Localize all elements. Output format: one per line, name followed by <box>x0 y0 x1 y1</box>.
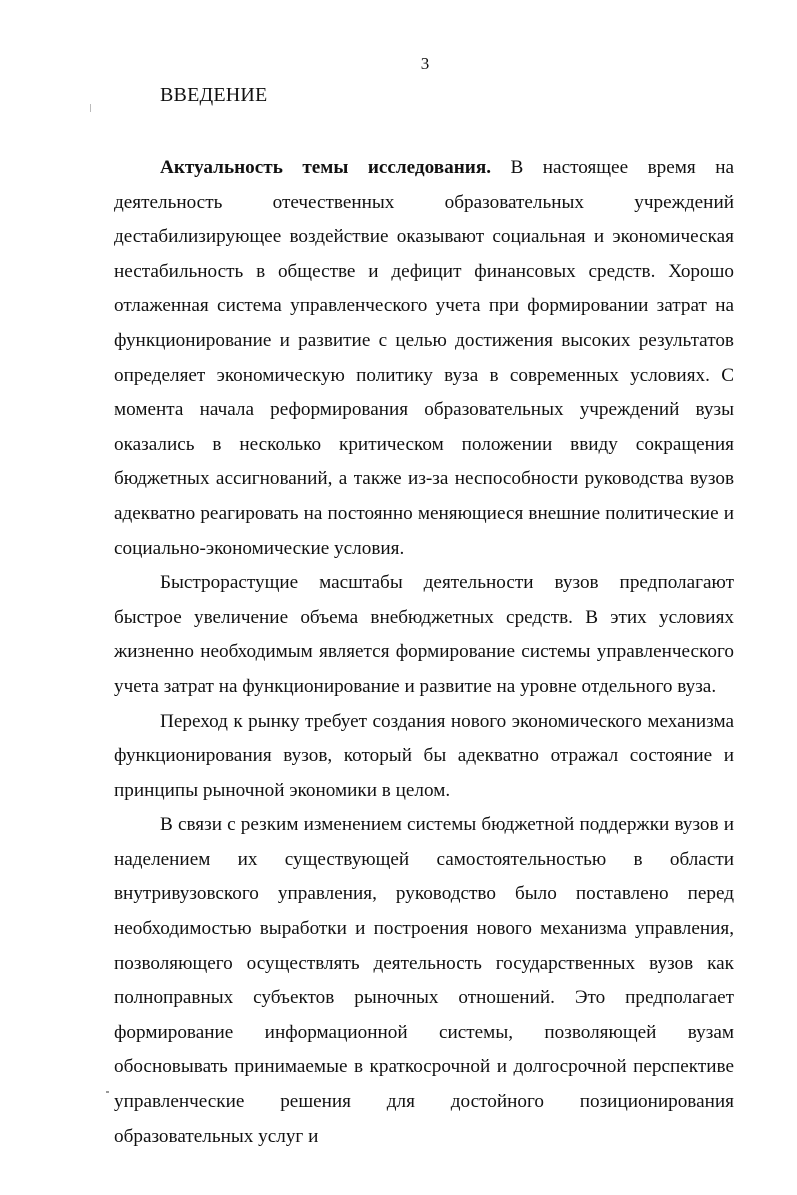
body-text <box>114 151 734 1154</box>
paragraph: В связи с резким изменением системы бюджетной поддержки вузов и наделением их существующей самостоятельностью в области внутривузовского управления, руководство было поставлено перед необходимостью выработки и построения нового механизма управления, позволяющего осуществлять деятельность государственных вузов как полноправных субъектов рыночных отношений. Это предполагает формирование информационной системы, позволяющей вузам обосновывать принимаемые в краткосрочной и долгосрочной перспективе управленческие решения для достойного позиционирования образовательных услуг и <box>114 814 734 1147</box>
paragraph: Быстрорастущие масштабы деятельности вузов предполагают быстрое увеличение объема внебюджетных средств. В этих условиях жизненно необходимым является формирование системы управленческого учета затрат на функционирование и развитие на уровне отдельного вуза. <box>114 572 734 697</box>
page-number: 3 <box>420 54 430 73</box>
lead-bold-phrase: Актуальность темы исследования. <box>160 157 491 178</box>
paragraph <box>114 151 734 566</box>
section-heading: ВВЕДЕНИЕ <box>160 84 268 106</box>
paragraph: Переход к рынку требует создания нового экономического механизма функционирования вузов, который бы адекватно отражал состояние и принципы рыночной экономики в целом. <box>114 710 734 801</box>
paragraph-text: В настоящее время на деятельность отечественных образовательных учреждений дестабилизирующее воздействие оказывают социальная и экономическая нестабильность в обществе и дефицит финансовых средств. Хорошо отлаженная система управленческого учета при формировании затрат на функционирование и развитие с целью достижения высоких результатов определяет экономическую политику вуза в современных условиях. С момента начала реформирования образовательных учреждений вузы оказались в несколько критическом положении ввиду сокращения бюджетных ассигнований, а также из-за неспособности руководства вузов адекватно реагировать на постоянно меняющиеся внешние политические и социально-экономические условия. <box>114 157 734 559</box>
scan-margin-mark <box>90 104 91 112</box>
scan-margin-mark <box>106 1091 109 1093</box>
